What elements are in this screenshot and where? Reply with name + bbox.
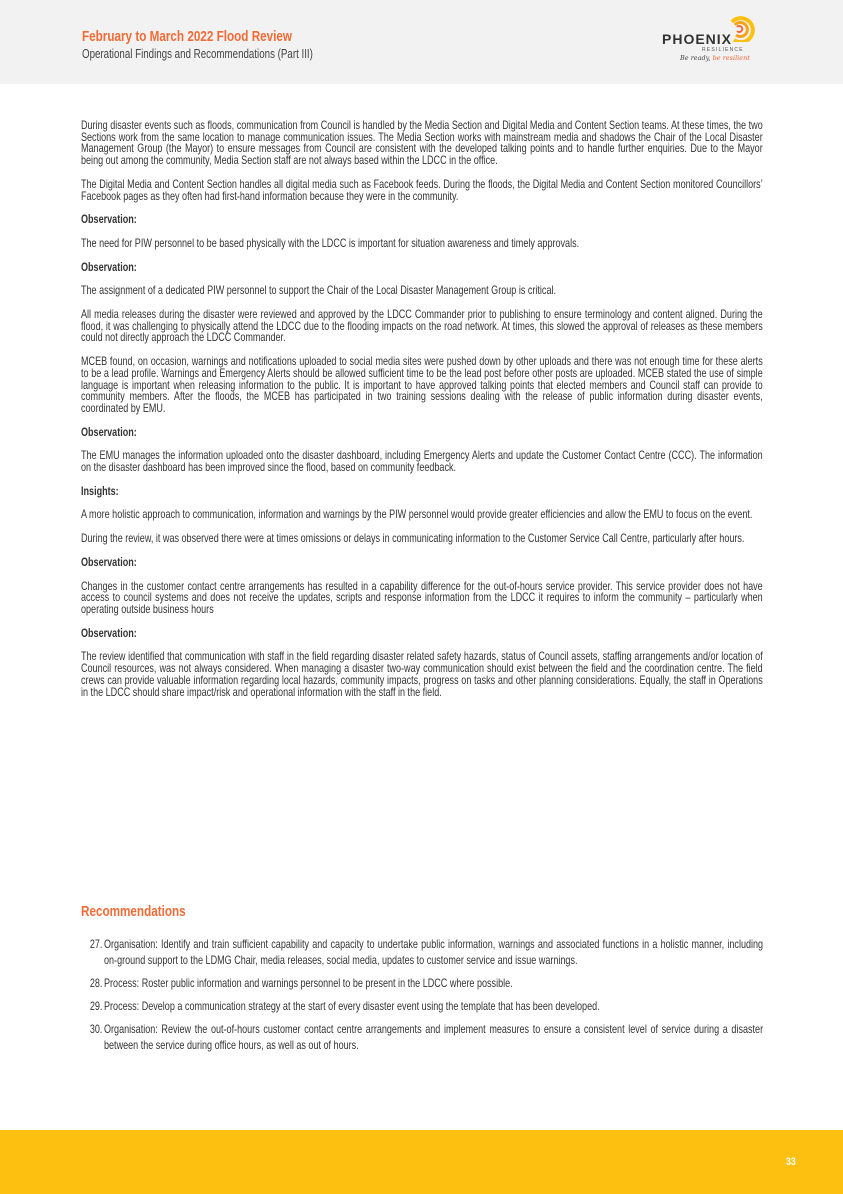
recommendation-text: Organisation: Identify and train sufficient capability and capacity to undertake public information, warnings and associated functions in a holistic manner, including on-ground support to the LDMG Chair, media releases, social media, updates to customer service and issue warnings. (104, 938, 764, 967)
observation-text: The assignment of a dedicated PIW personnel to support the Chair of the Local Disaster Management Group is critical. (81, 284, 557, 298)
recommendation-item (89, 999, 763, 1015)
paragraph-communication-overview: During disaster events such as floods, communication from Council is handled by the Media Section and Digital Media and Content Section teams. At these times, the two Sections work from the same location to manage communication issues. The Media Section works with mainstream media and shadows the Chair of the Local Disaster Management Group (the Mayor) to ensure messages from Council are consistent with the developed talking points and to handle further enquiries. Due to the Mayor being out among the community, Media Section staff are not always based within the LDCC in the office. (81, 119, 763, 168)
recommendation-text: Process: Roster public information and warnings personnel to be present in the LDCC where possible. (104, 977, 513, 990)
recommendation-item (89, 937, 764, 969)
observation-text: The need for PIW personnel to be based physically with the LDCC is important for situation awareness and timely approvals. (81, 236, 580, 250)
observation-label: Observation: (81, 425, 137, 439)
recommendations-heading: Recommendations (81, 903, 186, 920)
logo-tagline (680, 54, 750, 62)
recommendation-text: Process: Develop a communication strategy at the start of every disaster event using the template that has been developed. (104, 1000, 600, 1013)
insights-text: A more holistic approach to communication, information and warnings by the PIW personnel would provide greater efficiencies and allow the EMU to focus on the event. (81, 508, 753, 522)
logo-subtext: RESILIENCE (702, 47, 744, 53)
page-number: 33 (786, 1156, 796, 1168)
paragraph-digital-media: The Digital Media and Content Section handles all digital media such as Facebook feeds. During the floods, the Digital Media and Content Section monitored Councillors’ Facebook pages as they often had first-hand information because they were in the community. (81, 177, 763, 203)
insights-text: During the review, it was observed there were at times omissions or delays in communicating information to the Customer Service Call Centre, particularly after hours. (81, 532, 745, 546)
observation-label: Observation: (81, 260, 137, 274)
observation-text: The review identified that communication with staff in the field regarding disaster related safety hazards, status of Council assets, staffing arrangements and/or location of Council resources, was not always considered. When managing a disaster two-way communication should exist between the field and the coordination centre. The field crews can provide valuable information regarding local hazards, community impacts, progress on tasks and other planning considerations. Equally, the staff in Operations in the LDCC should share impact/risk and operational information with the staff in the field. (81, 650, 763, 699)
sun-swirl-logo-icon (728, 16, 756, 42)
recommendation-number: 27. (89, 938, 103, 951)
document-subtitle: Operational Findings and Recommendations (Part III) (82, 47, 313, 61)
page-footer (0, 1130, 843, 1194)
observation-text: Changes in the customer contact centre arrangements has resulted in a capability difference for the out-of-hours service provider. This service provider does not have access to council systems and does not receive the updates, scripts and response information from the LDCC it requires to inform the community – particularly when operating outside business hours (81, 579, 763, 616)
main-content (81, 120, 763, 710)
logo-tagline-part2: be resilient (710, 54, 750, 62)
recommendation-number: 28. (89, 977, 103, 990)
observation-label: Observation: (81, 213, 137, 227)
logo-tagline-part1: Be ready, (680, 54, 711, 62)
recommendations-list (89, 937, 764, 1061)
observation-text: The EMU manages the information uploaded onto the disaster dashboard, including Emergency Alerts and update the Customer Contact Centre (CCC). The information on the disaster dashboard has been improved since the flood, based on community feedback. (81, 449, 763, 475)
recommendation-number: 29. (89, 1000, 103, 1013)
recommendation-item (89, 1022, 764, 1054)
recommendation-number: 30. (89, 1023, 103, 1036)
logo-wordmark: PHOENIX (662, 31, 733, 47)
observation-label: Observation: (81, 626, 137, 640)
recommendation-text: Organisation: Review the out-of-hours customer contact centre arrangements and implement measures to ensure a consistent level of service during a disaster between the service during office hours, as well as out of hours. (104, 1023, 764, 1052)
insights-label: Insights: (81, 484, 119, 498)
paragraph-mceb: MCEB found, on occasion, warnings and notifications uploaded to social media sites were pushed down by other uploads and there was not enough time for these alerts to be a lead profile. Warnings and Emergency Alerts should be allowed sufficient time to be the lead post before other posts are uploaded. MCEB stated the use of simple language is important when releasing information to the public. It is important to have approved talking points that elected members and Council staff can provide to community members. After the floods, the MCEB has participated in two training sessions dealing with the release of public information during disaster events, coordinated by EMU. (81, 355, 763, 415)
paragraph-media-releases: All media releases during the disaster were reviewed and approved by the LDCC Commander prior to publishing to ensure terminology and content aligned. During the flood, it was challenging to physically attend the LDCC due to the flooding impacts on the road network. At times, this slowed the approval of releases as these members could not directly approach the LDCC Commander. (81, 308, 763, 345)
page-header (0, 0, 843, 84)
observation-label: Observation: (81, 555, 137, 569)
document-title: February to March 2022 Flood Review (82, 28, 293, 45)
recommendation-item (89, 976, 763, 992)
phoenix-resilience-logo (662, 14, 762, 66)
